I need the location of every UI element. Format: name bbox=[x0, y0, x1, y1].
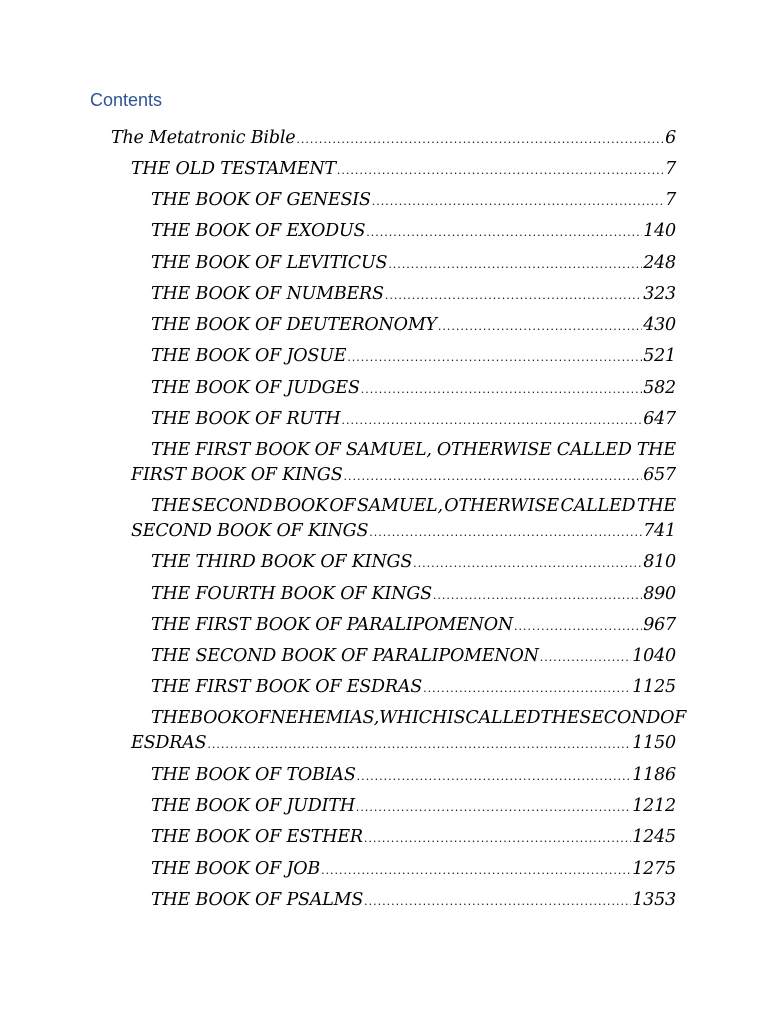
toc-entry-title: THE BOOK OF LEVITICUS bbox=[151, 253, 388, 273]
toc-entry[interactable] bbox=[151, 613, 676, 639]
toc-entry-title: The Metatronic Bible bbox=[111, 128, 296, 148]
toc-entry[interactable] bbox=[151, 675, 676, 701]
toc-entry[interactable] bbox=[151, 857, 676, 883]
toc-entry-page-number: 1125 bbox=[632, 677, 676, 697]
toc-entry-word: SAMUEL, bbox=[356, 496, 443, 516]
toc-entry[interactable] bbox=[151, 376, 676, 402]
toc-entry-first-line bbox=[131, 706, 687, 731]
dot-leader bbox=[369, 520, 642, 545]
toc-entry-word: CALLED bbox=[465, 708, 541, 728]
toc-entry-title: THE BOOK OF GENESIS bbox=[151, 190, 371, 210]
toc-entry-title: THE BOOK OF DEUTERONOMY bbox=[151, 315, 437, 335]
toc-entry-word: CALLED bbox=[556, 440, 632, 460]
toc-entry-page-number: 582 bbox=[643, 378, 676, 398]
toc-entry-word: BOOK bbox=[255, 440, 310, 460]
dot-leader bbox=[514, 614, 642, 639]
toc-entry-page-number: 647 bbox=[643, 409, 676, 429]
dot-leader bbox=[385, 283, 642, 308]
dot-leader bbox=[347, 345, 642, 370]
toc-entry-word: SECOND bbox=[579, 708, 661, 728]
toc-entry-title: THE FIRST BOOK OF PARALIPOMENON bbox=[151, 615, 514, 635]
dot-leader bbox=[372, 189, 664, 214]
toc-entry-title: THE OLD TESTAMENT bbox=[131, 159, 336, 179]
toc-entry-title: THE SECOND BOOK OF PARALIPOMENON bbox=[151, 646, 539, 666]
toc-entry[interactable] bbox=[151, 219, 676, 245]
toc-entry-title: FIRST BOOK OF KINGS bbox=[131, 465, 343, 485]
toc-entry-page-number: 890 bbox=[643, 584, 676, 604]
toc-entry-title: ESDRAS bbox=[131, 733, 207, 753]
dot-leader bbox=[356, 795, 631, 820]
dot-leader bbox=[296, 127, 664, 152]
toc-entry-page-number: 1212 bbox=[632, 796, 676, 816]
toc-entry-page-number: 6 bbox=[665, 128, 676, 148]
toc-entry[interactable] bbox=[131, 494, 676, 545]
dot-leader bbox=[344, 464, 643, 489]
toc-entry-page-number: 1245 bbox=[632, 827, 676, 847]
dot-leader bbox=[342, 408, 643, 433]
toc-entry-page-number: 741 bbox=[643, 521, 676, 541]
dot-leader bbox=[361, 377, 642, 402]
toc-entry-word: THE bbox=[151, 496, 191, 516]
toc-entry-word: BOOK bbox=[190, 708, 245, 728]
dot-leader bbox=[366, 220, 642, 245]
toc-entry-page-number: 657 bbox=[643, 465, 676, 485]
toc-entry-word: THE bbox=[636, 496, 676, 516]
toc-entry-title: THE THIRD BOOK OF KINGS bbox=[151, 552, 413, 572]
toc-entry[interactable] bbox=[151, 763, 676, 789]
dot-leader bbox=[388, 252, 642, 277]
toc-entry-title: THE BOOK OF RUTH bbox=[151, 409, 341, 429]
toc-entry-word: OF bbox=[314, 440, 341, 460]
toc-entry[interactable] bbox=[151, 313, 676, 339]
toc-entry-page-number: 967 bbox=[643, 615, 676, 635]
toc-entry-title: THE BOOK OF JOB bbox=[151, 859, 321, 879]
toc-entry[interactable] bbox=[151, 282, 676, 308]
dot-leader bbox=[540, 645, 631, 670]
toc-entry-page-number: 248 bbox=[643, 253, 676, 273]
toc-entry-word: OF bbox=[329, 496, 356, 516]
toc-entry-word: OF bbox=[660, 708, 687, 728]
toc-entry-word: CALLED bbox=[560, 496, 636, 516]
toc-entry-word: WHICH bbox=[379, 708, 447, 728]
toc-entry[interactable] bbox=[151, 344, 676, 370]
toc-entry[interactable] bbox=[151, 644, 676, 670]
toc-entry-title: THE BOOK OF EXODUS bbox=[151, 221, 366, 241]
toc-entry-word: OTHERWISE bbox=[444, 496, 560, 516]
toc-entry-title: THE BOOK OF JOSUE bbox=[151, 346, 347, 366]
toc-entry-title: THE BOOK OF TOBIAS bbox=[151, 765, 356, 785]
toc-entry-page-number: 1150 bbox=[632, 733, 676, 753]
toc-entry[interactable] bbox=[131, 438, 676, 489]
toc-entry-word: NEHEMIAS, bbox=[270, 708, 380, 728]
toc-entry[interactable] bbox=[151, 825, 676, 851]
toc-entry-word: OF bbox=[244, 708, 271, 728]
dot-leader bbox=[321, 858, 631, 883]
toc-entry[interactable] bbox=[151, 407, 676, 433]
dot-leader bbox=[438, 314, 642, 339]
toc-entry-page-number: 1186 bbox=[632, 765, 676, 785]
dot-leader bbox=[433, 583, 642, 608]
toc-entry[interactable] bbox=[111, 126, 676, 152]
toc-entry-title: THE BOOK OF NUMBERS bbox=[151, 284, 384, 304]
toc-entry-title: THE FIRST BOOK OF ESDRAS bbox=[151, 677, 423, 697]
toc-entry-page-number: 1353 bbox=[632, 890, 676, 910]
toc-entry-title: THE BOOK OF JUDGES bbox=[151, 378, 360, 398]
toc-entry-page-number: 1040 bbox=[632, 646, 676, 666]
dot-leader bbox=[364, 889, 631, 914]
toc-entry-title: THE BOOK OF ESTHER bbox=[151, 827, 363, 847]
dot-leader bbox=[364, 826, 631, 851]
toc-entry-page-number: 430 bbox=[643, 315, 676, 335]
toc-entry-word: BOOK bbox=[273, 496, 328, 516]
toc-entry[interactable] bbox=[151, 888, 676, 914]
toc-entry[interactable] bbox=[151, 251, 676, 277]
toc-entry-word: THE bbox=[540, 708, 580, 728]
toc-entry-word: THE bbox=[636, 440, 676, 460]
toc-entry[interactable] bbox=[151, 188, 676, 214]
toc-entry-page-number: 7 bbox=[665, 190, 676, 210]
dot-leader bbox=[337, 158, 664, 183]
toc-entry-first-line bbox=[131, 438, 676, 463]
toc-entry[interactable] bbox=[151, 794, 676, 820]
toc-entry-word: SECOND bbox=[191, 496, 273, 516]
dot-leader bbox=[423, 676, 631, 701]
toc-entry-title: THE FOURTH BOOK OF KINGS bbox=[151, 584, 432, 604]
toc-entry-word: THE bbox=[151, 440, 191, 460]
toc-entry-title: THE BOOK OF PSALMS bbox=[151, 890, 364, 910]
toc-entry-word: THE bbox=[151, 708, 191, 728]
dot-leader bbox=[357, 764, 632, 789]
toc-entry-page-number: 140 bbox=[643, 221, 676, 241]
toc-entry-word: IS bbox=[446, 708, 466, 728]
toc-entry[interactable] bbox=[151, 582, 676, 608]
toc-heading: Contents bbox=[90, 90, 163, 110]
toc-entry-first-line bbox=[131, 494, 676, 519]
toc-entry-word: FIRST bbox=[195, 440, 251, 460]
toc-entry[interactable] bbox=[131, 157, 676, 183]
toc-entry-title: THE BOOK OF JUDITH bbox=[151, 796, 355, 816]
toc-entry-title: SECOND BOOK OF KINGS bbox=[131, 521, 369, 541]
toc-entry-page-number: 1275 bbox=[632, 859, 676, 879]
dot-leader bbox=[207, 732, 631, 757]
toc-entry-page-number: 810 bbox=[643, 552, 676, 572]
toc-entry-word: SAMUEL, bbox=[345, 440, 432, 460]
toc-entry-page-number: 323 bbox=[643, 284, 676, 304]
toc-entry-page-number: 7 bbox=[665, 159, 676, 179]
toc-entry-word: OTHERWISE bbox=[436, 440, 552, 460]
toc-entry[interactable] bbox=[151, 550, 676, 576]
toc-entry[interactable] bbox=[131, 706, 687, 757]
toc-entry-page-number: 521 bbox=[643, 346, 676, 366]
dot-leader bbox=[413, 551, 642, 576]
